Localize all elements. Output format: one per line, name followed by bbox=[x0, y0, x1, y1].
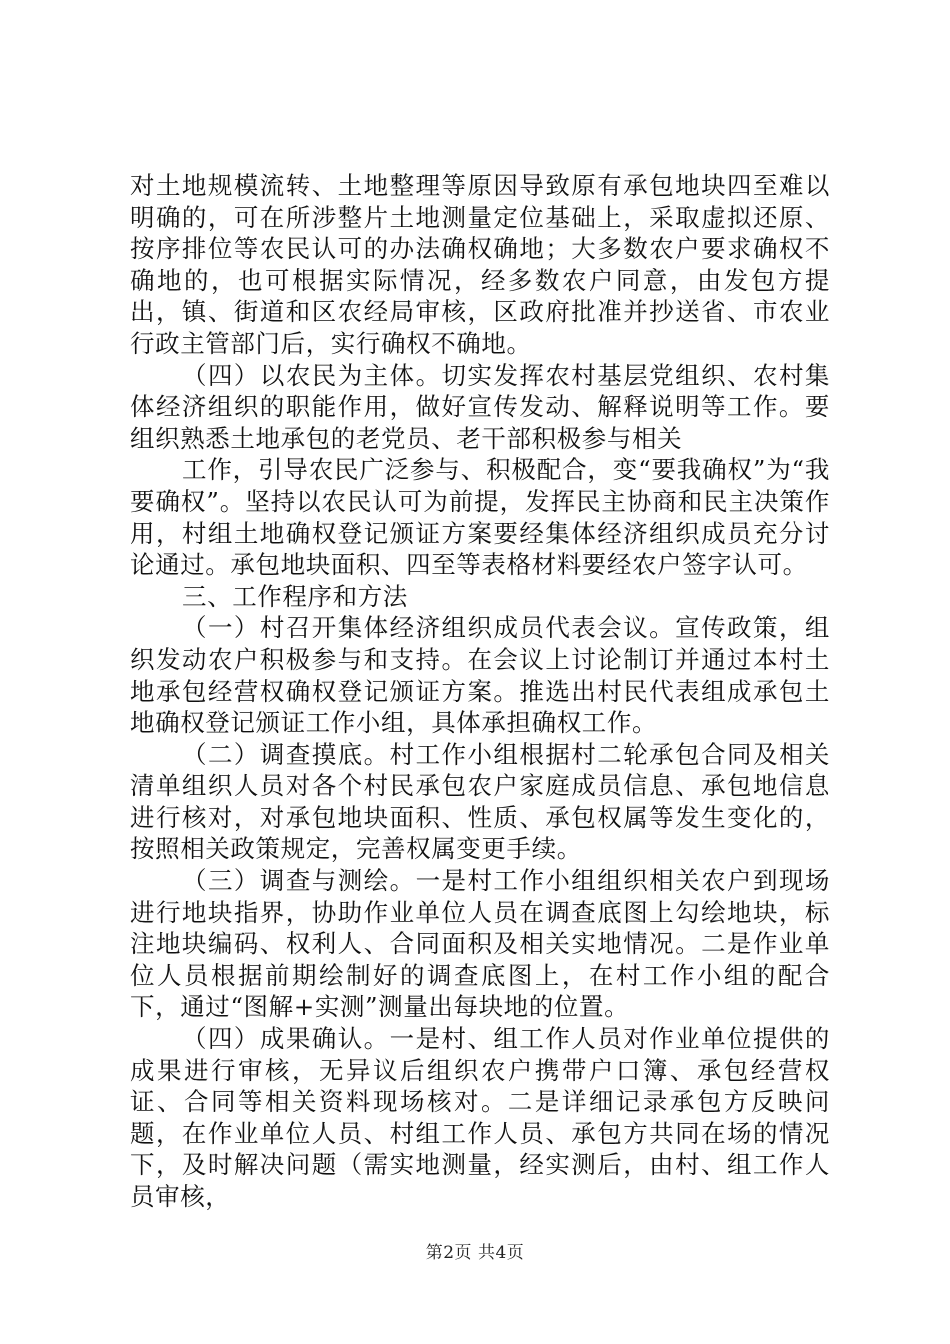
paragraph-step-confirmation: （四）成果确认。一是村、组工作人员对作业单位提供的成果进行审核，无异议后组织农户携带户口簿、承包经营权证、合同等相关资料现场核对。二是详细记录承包方反映问题，在作业单位人员、村组工作人员、承包方共同在场的情况下，及时解决问题（需实地测量，经实测后，由村、组工作人员审核， bbox=[130, 1024, 830, 1211]
paragraph-step-mapping: （三）调查与测绘。一是村工作小组组织相关农户到现场进行地块指界，协助作业单位人员在调查底图上勾绘地块，标注地块编码、权利人、合同面积及相关实地情况。二是作业单位人员根据前期绘制好的调查底图上，在村工作小组的配合下，通过“图解+实测”测量出每块地的位置。 bbox=[130, 866, 830, 1022]
paragraph-continued-land-confirmation: 对土地规模流转、土地整理等原因导致原有承包地块四至难以明确的，可在所涉整片土地测量定位基础上，采取虚拟还原、按序排位等农民认可的办法确权确地；大多数农户要求确权不确地的，也可根据实际情况，经多数农户同意，由发包方提出，镇、街道和区农经局审核，区政府批准并抄送省、市农业行政主管部门后，实行确权不确地。 bbox=[130, 171, 830, 358]
paragraph-step-meeting: （一）村召开集体经济组织成员代表会议。宣传政策，组织发动农户积极参与和支持。在会议上讨论制订并通过本村土地承包经营权确权登记颁证方案。推选出村民代表组成承包土地确权登记颁证工作小组，具体承担确权工作。 bbox=[130, 613, 830, 738]
page-number-footer: 第2页 共4页 bbox=[425, 1243, 525, 1263]
section-heading-procedures: 三、工作程序和方法 bbox=[182, 581, 408, 611]
document-body bbox=[130, 170, 830, 1213]
paragraph-farmers-as-subject: （四）以农民为主体。切实发挥农村基层党组织、农村集体经济组织的职能作用，做好宣传发动、解释说明等工作。要组织熟悉土地承包的老党员、老干部积极参与相关 bbox=[130, 360, 830, 453]
paragraph-step-survey: （二）调查摸底。村工作小组根据村二轮承包合同及相关清单组织人员对各个村民承包农户家庭成员信息、承包地信息进行核对，对承包地块面积、性质、承包权属等发生变化的，按照相关政策规定，完善权属变更手续。 bbox=[130, 739, 830, 864]
paragraph-work-guidance: 工作，引导农民广泛参与、积极配合，变“要我确权”为“我要确权”。坚持以农民认可为前提，发挥民主协商和民主决策作用，村组土地确权登记颁证方案要经集体经济组织成员充分讨论通过。承包地块面积、四至等表格材料要经农户签字认可。 bbox=[130, 455, 830, 580]
